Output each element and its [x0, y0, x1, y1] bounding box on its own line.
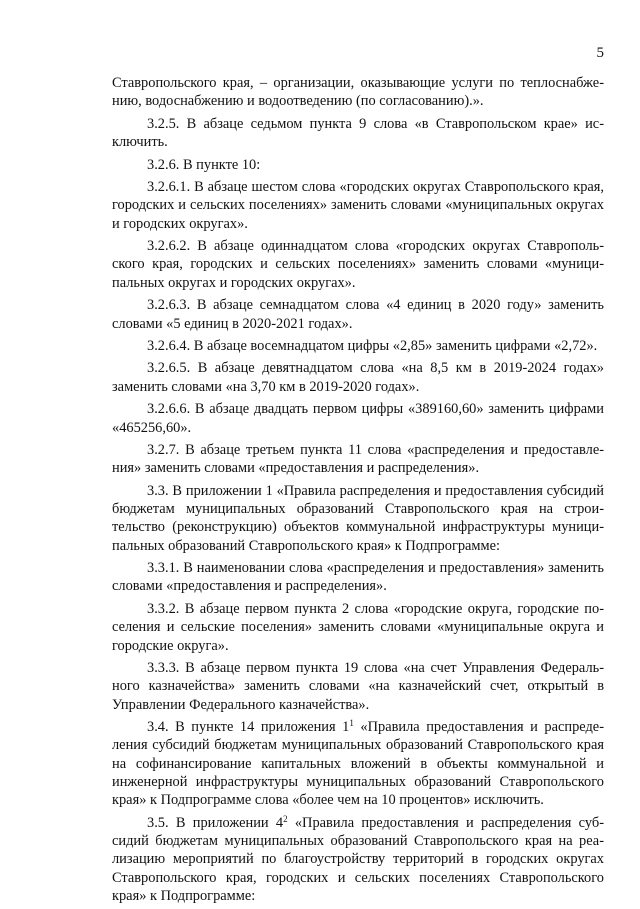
paragraph: 3.2.7. В абзаце третьем пункта 11 слова «распределения и предоставления» заменить словами «предоставления и распределения». — [112, 442, 604, 477]
superscript: 2 — [283, 813, 288, 824]
paragraph: 3.2.6.5. В абзаце девятнадцатом слова «на 8,5 км в 2019-2024 годах» заменить словами «на 3,70 км в 2019-2020 годах». — [112, 360, 604, 395]
paragraph — [112, 718, 604, 809]
paragraph: 3.2.6.1. В абзаце шестом слова «городских округах Ставропольского края, городских и сельских поселениях» заменить словами «муниципальных округах и городских округах». — [112, 179, 604, 232]
paragraph: 3.2.6.6. В абзаце двадцать первом цифры «389160,60» заменить цифрами «465256,60». — [112, 401, 604, 436]
paragraph-text: «Правила предоставления и распределения субсидий бюджетам муниципальных образований Ставропольского края на софинансирование капитальных вложений в объекты коммунальной и инженерной инфраструктуры муниципальных образований Ставропольского края» к Подпрограмме слова «более чем на 10 процентов» исключить. — [112, 719, 604, 809]
document-body — [112, 74, 604, 909]
paragraph: Ставропольского края, – организации, оказывающие услуги по теплоснабжению, водоснабжению и водоотведению (по согласованию).». — [112, 75, 604, 110]
paragraph: 3.2.5. В абзаце седьмом пункта 9 слова «в Ставропольском крае» исключить. — [112, 115, 604, 151]
superscript: 1 — [349, 718, 354, 729]
paragraph: 3.2.6.3. В абзаце семнадцатом слова «4 единиц в 2020 году» заменить словами «5 единиц в 2020-2021 годах». — [112, 297, 604, 332]
paragraph-text: 3.5. В приложении 4 — [147, 814, 284, 831]
paragraph: 3.3.3. В абзаце первом пункта 19 слова «на счет Управления Федерального казначейства» заменить словами «на казначейский счет, открытый в Управлении Федерального казначейства». — [112, 660, 604, 713]
paragraph: 3.3. В приложении 1 «Правила распределения и предоставления субсидий бюджетам муниципальных образований Ставропольского края на строительство (реконструкцию) объектов коммунальной инфраструктуры муниципальных образований Ставропольского края» к Подпрограмме: — [112, 482, 604, 554]
paragraph: 3.2.6.4. В абзаце восемнадцатом цифры «2,85» заменить цифрами «2,72». — [147, 337, 598, 354]
paragraph-text: «Правила предоставления и распределения субсидий бюджетам муниципальных образований Ставропольского края на реализацию мероприятий по благоустройству территорий в городских округах Ставропольского края, городских и сельских поселениях Ставропольского края» к Подпрограмме: — [112, 814, 604, 904]
paragraph: 3.2.6. В пункте 10: — [147, 156, 261, 173]
paragraph: 3.3.2. В абзаце первом пункта 2 слова «городские округа, городские поселения и сельские поселения» заменить словами «муниципальные округа и городские округа». — [112, 600, 604, 654]
paragraph-text: 3.4. В пункте 14 приложения 1 — [147, 719, 350, 736]
page-number: 5 — [596, 45, 604, 61]
paragraph: 3.2.6.2. В абзаце одиннадцатом слова «городских округах Ставропольского края, городских и сельских поселениях» заменить словами «муниципальных округах и городских округах». — [112, 238, 604, 291]
paragraph — [112, 814, 604, 905]
paragraph: 3.3.1. В наименовании слова «распределения и предоставления» заменить словами «предоставления и распределения». — [112, 560, 604, 595]
